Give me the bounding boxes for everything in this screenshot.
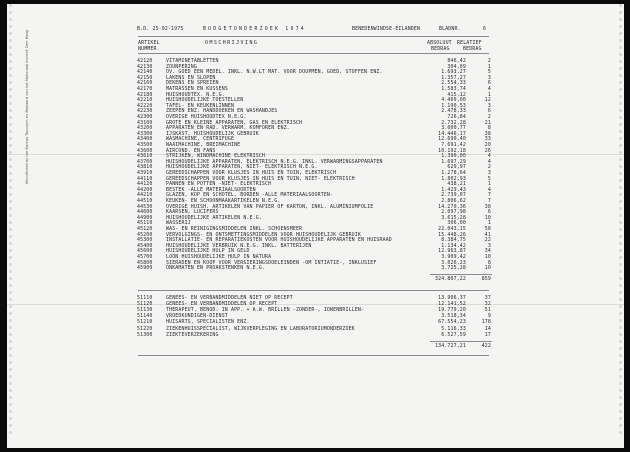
row-amount: 1.190,53	[441, 102, 466, 109]
row-amount: 1.134,42	[441, 242, 466, 249]
row-percent: 4	[487, 186, 491, 193]
article-number: 45900	[137, 265, 153, 272]
row-description: HUISHOUDELIJKE APPARATEN, ELEKTRISCH N.E.G. INKL. VERWARMINGSAPPARATEN	[166, 158, 383, 165]
article-number: 44530	[137, 203, 153, 210]
row-amount: 2.097,98	[441, 209, 466, 216]
row-description: INSTALLATIE- EN REPARATIEKOSTEN VOOR HUISHOUDELIJKE APPARATEN EN HUISRAAD	[166, 237, 392, 244]
feed-hole	[9, 431, 12, 434]
row-description: OV. GOED EEN MEDEL. INKL. N.W.LT MAT. VOOR DOUPMEN, GOED. STOFFEN ENZ.	[166, 69, 383, 76]
feed-hole	[619, 11, 622, 14]
article-number: 45700	[137, 254, 153, 260]
row-amount: 438,21	[447, 181, 466, 188]
row-percent: 1	[487, 220, 491, 227]
row-description: VERVOLGINGS- EN ONTSMETTINGSMIDDELEN VOOR HUISHOUDELIJK GEBRUIK	[166, 231, 361, 238]
row-amount: 1.429,43	[441, 186, 466, 193]
feed-hole	[619, 396, 622, 399]
row-description: DEKENS EN SPREIEN	[166, 80, 219, 87]
row-amount: 12.963,87	[438, 248, 466, 255]
row-description: BESTEK -ALLE MATERIAALSOORTEN	[166, 186, 256, 193]
feed-hole	[9, 46, 12, 49]
row-percent: 6	[487, 209, 491, 216]
row-percent: 4	[487, 86, 491, 92]
row-percent: 26	[484, 147, 491, 154]
row-description: ZOUNPERING	[166, 63, 197, 70]
row-percent: 1	[487, 181, 491, 188]
column-header-article-sub: NUMMER	[138, 46, 157, 52]
row-description: THERAPEUT. BENOD. IN APP. + A.W. BRILLEN -ZONDER-, IONENBRILLEN-	[166, 307, 365, 314]
total-amount: 324.807,22	[435, 276, 466, 282]
row-description: HUISHOUDELIJKE HULP IN GELD	[166, 248, 250, 255]
feed-hole	[619, 431, 622, 434]
column-header-relative-sub: BEDRAG	[463, 46, 482, 52]
article-number: 45400	[137, 242, 153, 249]
row-percent: 10	[484, 265, 491, 272]
row-description: GEREEDSCHAPPEN VOOR KLUSJES IN HUIS EN TUIN, NIET- ELEKTRISCH	[166, 175, 355, 182]
row-description: NAAIMACHINE, BREIMACHINE	[166, 142, 241, 148]
article-number: 44900	[137, 214, 153, 221]
row-amount: 7.691,42	[441, 142, 466, 148]
row-description: GENEES- EN VERBANDMIDDELEN NIET OP RECEPT	[166, 295, 293, 301]
article-number: 44510	[137, 198, 153, 204]
row-amount: 10.192,18	[438, 147, 466, 154]
row-percent: 2	[487, 58, 491, 64]
row-amount: 304,09	[447, 63, 466, 70]
feed-hole	[9, 18, 12, 21]
feed-hole	[619, 291, 622, 294]
feed-hole	[619, 389, 622, 392]
printout-page	[7, 4, 624, 448]
row-percent: 9	[487, 313, 491, 320]
row-amount: 14.270,36	[438, 203, 466, 210]
article-number: 51110	[137, 295, 153, 301]
row-description: ONKAMATEN EN PROAKSTENKEN N.E.G.	[166, 265, 266, 272]
row-amount: 1.390,00	[441, 153, 466, 160]
subtotal-rule	[430, 341, 492, 342]
row-description: IJSKAST, HUISHOUDELIJK GEBRUIK	[166, 130, 259, 137]
feed-hole	[9, 403, 12, 406]
feed-hole	[9, 25, 12, 28]
row-percent: 1	[487, 63, 491, 70]
row-amount: 12.141,52	[438, 301, 466, 308]
article-number: 45200	[137, 231, 153, 238]
feed-hole	[9, 354, 12, 357]
feed-hole	[9, 375, 12, 378]
column-header-article: ARTIKEL	[138, 40, 160, 46]
row-description: HUISHOUDELIJKE ARTIKELEN N.E.G.	[166, 214, 262, 221]
row-amount: 3.725,28	[441, 265, 466, 272]
page-number: 6	[483, 26, 487, 32]
row-percent: 178	[481, 319, 491, 326]
feed-hole	[619, 284, 622, 287]
document-ref: B.D. 25-02-1975	[137, 26, 184, 32]
row-description: HUISHOUDELIJKE TOESTELLEN	[166, 97, 244, 104]
row-description: ZEEPEN ENZ. HANDDOEKEN EN WASHANDJES	[166, 108, 278, 115]
article-number: 51220	[137, 325, 153, 332]
feed-hole	[619, 18, 622, 21]
column-header-absolute-sub: BEDRAG	[431, 46, 450, 52]
feed-hole	[619, 410, 622, 413]
row-amount: 5.116,33	[441, 325, 466, 332]
row-description: LOON HUISHOUDELIJKE HULP IN NATURA	[166, 254, 272, 260]
row-percent: 33	[484, 136, 491, 143]
row-percent: 2	[487, 114, 491, 120]
column-header-description: OMSCHRIJVING	[205, 40, 259, 46]
row-amount: 1.278,64	[441, 170, 466, 176]
row-amount: 1.357,27	[441, 74, 466, 81]
article-number: 44200	[137, 186, 153, 193]
feed-hole	[619, 375, 622, 378]
row-percent: 37	[484, 295, 491, 301]
row-percent: 58	[484, 226, 491, 232]
row-percent: 12	[484, 97, 491, 104]
row-description: APPARATEN EN RAD. VERWARM. KOMFOREN ENZ.	[166, 125, 290, 132]
feed-hole	[619, 382, 622, 385]
row-amount: 13.906,37	[438, 295, 466, 301]
feed-hole	[619, 417, 622, 420]
row-description: VROEDKUNDIGEN-DIENST	[166, 313, 228, 320]
feed-hole	[9, 39, 12, 42]
article-number: 42300	[137, 114, 153, 120]
feed-hole	[619, 424, 622, 427]
article-number: 42210	[137, 97, 153, 104]
row-description: WASSERIJ	[166, 220, 191, 227]
feed-hole	[619, 25, 622, 28]
row-percent: 6	[487, 108, 491, 115]
row-percent: 8	[487, 125, 491, 132]
row-amount: 8.384,75	[441, 237, 466, 244]
article-number: 43810	[137, 164, 153, 171]
article-number: 43100	[137, 119, 153, 126]
row-amount: 1.693,27	[441, 69, 466, 76]
article-number: 51300	[137, 331, 153, 338]
row-percent: 32	[484, 301, 491, 308]
row-percent: 20	[484, 142, 491, 148]
feed-hole	[9, 11, 12, 14]
feed-hole	[619, 403, 622, 406]
article-number: 42230	[137, 108, 153, 115]
row-amount: 2.806,62	[441, 198, 466, 204]
row-percent: 3	[487, 170, 491, 176]
article-number: 43910	[137, 170, 153, 176]
row-percent: 10	[484, 214, 491, 221]
row-percent: 1	[487, 91, 491, 98]
row-description: LAKENS EN SLOPEN	[166, 74, 216, 81]
row-percent: 4	[487, 153, 491, 160]
row-amount: 1.802,93	[441, 175, 466, 182]
article-number: 44110	[137, 175, 153, 182]
feed-hole	[9, 53, 12, 56]
feed-hole	[619, 4, 622, 7]
row-description: KEUKEN- EN SCHOONMAAKARTIKELEN N.E.G.	[166, 198, 281, 204]
row-percent: 5	[487, 175, 491, 182]
article-number: 42140	[137, 69, 153, 76]
row-description: GROTE EN KLEINE APPARATEN, GAS EN ELEKTRISCH	[166, 119, 303, 126]
margin-note: Microfiched by the Bureau Toponym en Bewaard van het Nationaal Archief, Den Haag	[25, 30, 29, 184]
article-number: 43500	[137, 142, 153, 148]
row-amount: 22.043,15	[438, 226, 466, 232]
column-header-rule	[138, 53, 489, 54]
row-description: HUISHOUDTEX. N.E.G.	[166, 91, 225, 98]
row-amount: 846,42	[447, 58, 466, 64]
row-percent: 3	[487, 74, 491, 81]
feed-hole	[9, 396, 12, 399]
feed-hole	[9, 382, 12, 385]
article-number: 43300	[137, 130, 153, 137]
row-percent: 6	[487, 80, 491, 87]
article-number: 51140	[137, 313, 153, 320]
feed-hole	[619, 32, 622, 35]
article-number: 42160	[137, 80, 153, 87]
region-label: BENEDENWINDSE-EILANDEN	[352, 26, 421, 32]
row-description: GLAZEN, KOP EN SCHOTEL, BORDEN -ALLE MATERIAALSOORTEN-	[166, 192, 334, 199]
feed-hole	[9, 389, 12, 392]
subtotal-rule	[430, 274, 492, 275]
article-number: 42120	[137, 58, 153, 64]
article-number: 43700	[137, 158, 153, 165]
total-percent: 422	[481, 343, 491, 349]
row-amount: 2.554,33	[441, 80, 466, 87]
row-amount: 2.732,28	[441, 119, 466, 126]
row-description: STRIJKEN, WINDMACHINE ELEKTRISCH	[166, 153, 266, 160]
row-amount: 3.518,34	[441, 313, 466, 320]
row-description: GEREEDSCHAPPEN VOOR KLUSJES IN HUIS EN TUIN, ELEKTRISCH	[166, 170, 337, 176]
feed-hole	[9, 368, 12, 371]
article-number: 45110	[137, 220, 153, 227]
row-description: ZIEKENHUISSPECIALIST, WIJKVERPLEGING EN LABORATORIUMONDERZOEK	[166, 325, 355, 332]
row-description: PANNEN EN POTTEN -NIET- ELEKTRISCH	[166, 181, 272, 188]
row-amount: 2.478,33	[441, 108, 466, 115]
row-percent: 8	[487, 259, 491, 266]
row-percent: 4	[487, 158, 491, 165]
total-percent: 859	[481, 276, 491, 282]
column-header-relative: RELATIEF	[457, 40, 482, 46]
table-row	[7, 332, 624, 338]
feed-hole	[9, 32, 12, 35]
feed-hole	[9, 424, 12, 427]
feed-hole	[9, 361, 12, 364]
row-percent: 10	[484, 254, 491, 260]
article-number: 45300	[137, 237, 153, 244]
article-number: 45800	[137, 259, 153, 266]
row-percent: 14	[484, 325, 491, 332]
feed-hole	[619, 354, 622, 357]
row-percent: 34	[484, 248, 491, 255]
row-description: AIRCOND. EN FANS	[166, 147, 216, 154]
document-title: BUDGETONDERZOEK 1974	[203, 26, 306, 32]
row-description: SIERADEN EN KOOP VOOR VERSIERINGSDOELEINDEN -OM INTIATIE-, INKLUSIEF	[166, 259, 377, 266]
row-amount: 415,12	[447, 91, 466, 98]
article-number: 42150	[137, 74, 153, 81]
column-header-absolute: ABSOLUUT	[427, 40, 452, 46]
row-amount: 3.615,28	[441, 214, 466, 221]
feed-hole	[619, 53, 622, 56]
article-number: 51210	[137, 319, 153, 326]
header-rule	[138, 36, 489, 37]
article-number: 42180	[137, 91, 153, 98]
row-amount: 3.000,77	[441, 125, 466, 132]
row-amount: 14.446,17	[438, 130, 466, 137]
row-amount: 19.779,20	[438, 307, 466, 314]
feed-hole	[619, 39, 622, 42]
article-number: 43610	[137, 153, 153, 160]
row-amount: 6.527,59	[441, 331, 466, 338]
row-description: GENEES- EN VERBANDMIDDELEN OP RECEPT	[166, 301, 278, 308]
row-description: VITAMINETABLETTEN	[166, 58, 219, 64]
row-description: WASMACHINE, CENTRIFUGE	[166, 136, 235, 143]
row-percent: 38	[484, 203, 491, 210]
row-amount: 3.026,23	[441, 259, 466, 266]
feed-hole	[9, 410, 12, 413]
feed-hole	[619, 46, 622, 49]
feed-hole	[9, 284, 12, 287]
row-amount: 1.583,74	[441, 86, 466, 92]
row-description: OVERIGE HUISHOUDTEX N.E.G.	[166, 114, 247, 120]
section-divider	[138, 290, 489, 291]
article-number: 42170	[137, 86, 153, 92]
row-amount: 4.469,00	[441, 97, 466, 104]
page-end-rule	[138, 355, 489, 356]
row-percent: 17	[484, 331, 491, 338]
article-number: 51120	[137, 301, 153, 308]
row-amount: 15.448,26	[438, 231, 466, 238]
article-number: 44120	[137, 181, 153, 188]
row-percent: 51	[484, 307, 491, 314]
row-amount: 1.697,29	[441, 158, 466, 165]
row-percent: 41	[484, 231, 491, 238]
feed-hole	[9, 291, 12, 294]
row-description: HUISARTS, SPECIALISTEN ENZ.	[166, 319, 250, 326]
row-description: KAARSEN, LUCIFERS	[166, 209, 219, 216]
row-description: OVERIGE HUISH. ARTIKELEN VAN PAPIER OF KARTON, INKL. ALUMINIUMFOLIE	[166, 203, 374, 210]
row-percent: 7	[487, 192, 491, 199]
row-amount: 629,97	[447, 164, 466, 171]
article-number: 44600	[137, 209, 153, 216]
article-number: 51130	[137, 307, 153, 314]
total-row	[7, 276, 624, 282]
article-number: 45600	[137, 248, 153, 255]
page-number-label: BLADNR.	[439, 26, 461, 32]
row-amount: 67.554,23	[438, 319, 466, 326]
row-description: WAS- EN REINIGINGSMIDDELEN INKL. SCHOENSMEER	[166, 226, 303, 232]
row-amount: 726,84	[447, 114, 466, 120]
row-description: ZIEKTEVERZEKERING	[166, 331, 219, 338]
article-number: 43200	[137, 125, 153, 132]
row-percent: 38	[484, 130, 491, 137]
row-percent: 3	[487, 242, 491, 249]
feed-hole	[9, 417, 12, 420]
row-description: HUISHOUDELIJKE APPARATEN, NIET- ELEKTRISCH N.E.G.	[166, 164, 318, 171]
row-percent: 2	[487, 164, 491, 171]
article-number: 42220	[137, 102, 153, 109]
row-amount: 12.690,40	[438, 136, 466, 143]
row-amount: 2.739,07	[441, 192, 466, 199]
total-amount: 134.727,21	[435, 343, 466, 349]
row-percent: 7	[487, 198, 491, 204]
row-amount: 306,00	[447, 220, 466, 227]
article-number: 45120	[137, 226, 153, 232]
row-description: TAFEL- EN KEUKENLINNEN	[166, 102, 235, 109]
row-amount: 3.909,42	[441, 254, 466, 260]
article-number: 44210	[137, 192, 153, 199]
article-number: 43600	[137, 147, 153, 154]
feed-hole	[619, 368, 622, 371]
row-percent: 5	[487, 69, 491, 76]
row-percent: 3	[487, 102, 491, 109]
row-description: HUISHOUDELIJKE VERBRUIK N.E.G. INKL. BATTERIJEN	[166, 242, 312, 249]
row-percent: 22	[484, 237, 491, 244]
row-percent: 21	[484, 119, 491, 126]
table-row	[7, 265, 624, 271]
article-number: 43400	[137, 136, 153, 143]
total-row	[7, 343, 624, 349]
row-description: MATRASSEN EN KUSSENS	[166, 86, 228, 92]
feed-hole	[9, 4, 12, 7]
feed-hole	[619, 361, 622, 364]
article-number: 42130	[137, 63, 153, 70]
